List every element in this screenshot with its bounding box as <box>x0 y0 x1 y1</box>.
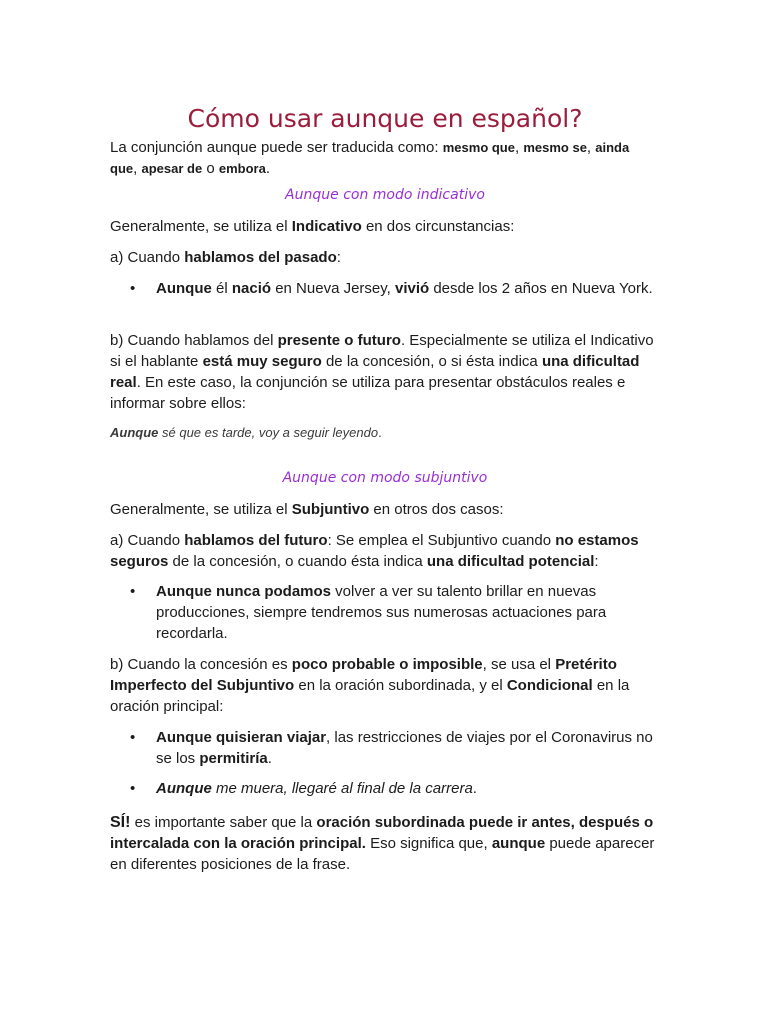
text: : <box>594 553 599 570</box>
bold-text: hablamos del futuro <box>184 532 328 549</box>
text: desde los 2 años en Nueva York. <box>429 280 653 297</box>
translation-option: embora <box>218 161 266 176</box>
bold-text: Aunque <box>156 780 212 797</box>
bold-text: Aunque <box>156 280 212 297</box>
translation-option: ainda <box>595 140 630 155</box>
subjuntivo-case-a <box>110 530 660 572</box>
translation-option: mesmo se <box>523 140 587 155</box>
text: : Se emplea el Subjuntivo cuando <box>327 532 556 549</box>
list-item-text <box>156 278 656 299</box>
list-item-text <box>156 727 656 769</box>
bold-text: Aunque <box>110 425 159 440</box>
bullet-icon: • <box>130 583 136 600</box>
bold-text: SÍ! <box>110 814 131 831</box>
text: en Nueva Jersey, <box>271 280 395 297</box>
text: , se usa el <box>482 656 556 673</box>
bold-text: una dificultad real <box>110 353 640 391</box>
section-heading-indicativo: Aunque con modo indicativo <box>285 187 485 203</box>
text: él <box>211 280 232 297</box>
italic-text: me muera, llegaré al final de la carrera <box>211 780 473 797</box>
bold-text: no estamos seguros <box>110 532 639 570</box>
text: volver a ver su talento brillar en nuevas producciones, siempre tendremos sus numerosas actuaciones para recordarla. <box>156 583 607 642</box>
indicativo-case-a <box>110 247 660 268</box>
bold-text: permitiría <box>199 750 268 767</box>
separator: , <box>514 139 524 156</box>
bold-text: está muy seguro <box>202 353 322 370</box>
bullet-icon: • <box>130 780 136 797</box>
list-item-text <box>156 581 656 644</box>
bold-text: una dificultad potencial <box>426 553 595 570</box>
text: a) Cuando <box>110 532 185 549</box>
page-title: Cómo usar aunque en español? <box>187 104 583 133</box>
subjuntivo-general <box>110 499 660 520</box>
text: de la concesión, o cuando ésta indica <box>168 553 427 570</box>
bold-text: Aunque quisieran viajar <box>156 729 327 746</box>
text: en otros dos casos: <box>369 501 504 518</box>
bullet-icon: • <box>130 729 136 746</box>
text: b) Cuando hablamos del <box>110 332 278 349</box>
text: en dos circunstancias: <box>361 218 515 235</box>
indicativo-case-b <box>110 330 660 414</box>
text: . <box>472 780 477 797</box>
bold-text: Aunque nunca podamos <box>156 583 332 600</box>
text: Generalmente, se utiliza el <box>110 501 292 518</box>
separator: , <box>133 160 142 177</box>
list-item-text <box>156 778 656 799</box>
translation-option: mesmo que <box>442 140 515 155</box>
bullet-icon: • <box>130 280 136 297</box>
text: . <box>378 425 382 440</box>
text: de la concesión, o si ésta indica <box>321 353 542 370</box>
text: Eso significa que, <box>365 835 492 852</box>
translation-option: apesar de <box>141 161 203 176</box>
text: en la oración subordinada, y el <box>294 677 507 694</box>
bold-text: Indicativo <box>291 218 362 235</box>
indicativo-general <box>110 216 660 237</box>
text: a) Cuando <box>110 249 185 266</box>
separator: o <box>202 160 219 177</box>
translation-option: que <box>110 161 134 176</box>
bold-text: oración subordinada puede ir antes, después o intercalada con la oración principal. <box>110 814 654 852</box>
bold-text: poco probable o imposible <box>291 656 483 673</box>
text: . <box>267 750 272 767</box>
text: en la oración principal: <box>110 677 630 715</box>
section-heading-subjuntivo: Aunque con modo subjuntivo <box>282 470 488 486</box>
intro-text: La conjunción aunque puede ser traducida como: <box>110 139 443 156</box>
note-paragraph <box>110 812 660 875</box>
text: . En este caso, la conjunción se utiliza para presentar obstáculos reales e informar sobre ellos: <box>110 374 626 412</box>
text: Generalmente, se utiliza el <box>110 218 292 235</box>
text: b) Cuando la concesión es <box>110 656 292 673</box>
bold-text: vivió <box>394 280 430 297</box>
bold-text: Condicional <box>506 677 593 694</box>
period: . <box>265 160 270 177</box>
text: sé que es tarde, voy a seguir leyendo <box>158 425 379 440</box>
bold-text: Subjuntivo <box>291 501 370 518</box>
text: , las restricciones de viajes por el Coronavirus no se los <box>156 729 653 767</box>
bold-text: nació <box>231 280 272 297</box>
subjuntivo-case-b <box>110 654 660 717</box>
text: es importante saber que la <box>130 814 317 831</box>
bold-text: Pretérito Imperfecto del Subjuntivo <box>110 656 617 694</box>
bold-text: hablamos del pasado <box>184 249 337 266</box>
text: . Especialmente se utiliza el Indicativo si el hablante <box>110 332 654 370</box>
text: : <box>336 249 341 266</box>
example-sentence <box>110 423 382 443</box>
separator: , <box>586 139 596 156</box>
text: puede aparecer en diferentes posiciones de la frase. <box>110 835 655 873</box>
bold-text: presente o futuro <box>277 332 401 349</box>
intro-paragraph <box>110 137 660 179</box>
bold-text: aunque <box>491 835 546 852</box>
